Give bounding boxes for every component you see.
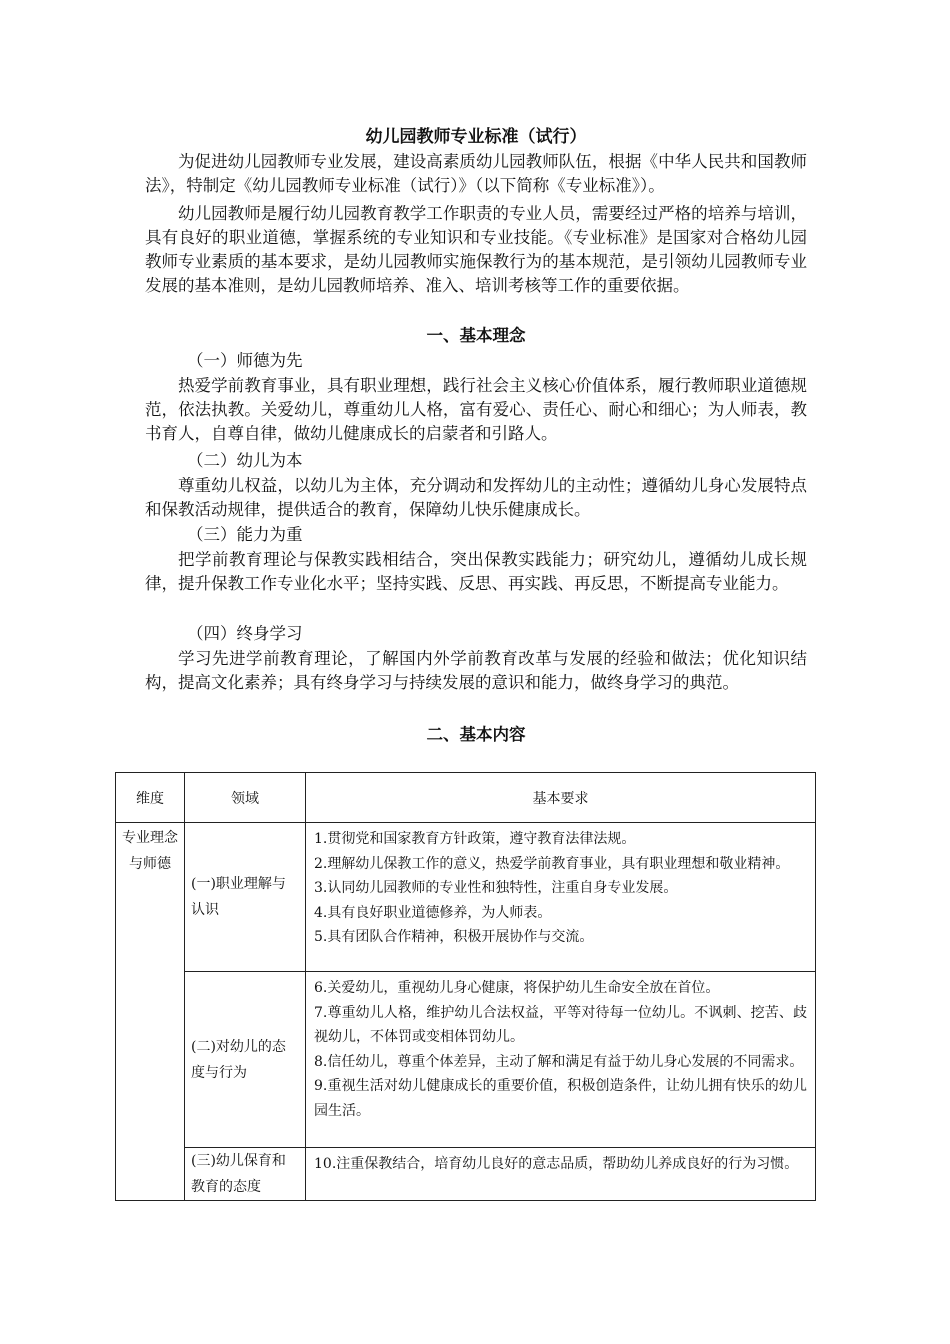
requirement-item: 8.信任幼儿，尊重个体差异，主动了解和满足有益于幼儿身心发展的不同需求。	[314, 1053, 804, 1070]
header-domain: 领域	[185, 773, 306, 823]
header-dimension: 维度	[116, 773, 185, 823]
section-heading-basic-content: 二、基本内容	[426, 725, 526, 744]
requirement-item: 10.注重保教结合，培育幼儿良好的意志品质，帮助幼儿养成良好的行为习惯。	[314, 1156, 799, 1172]
header-requirements: 基本要求	[306, 773, 816, 823]
principle-text-ethics: 热爱学前教育事业，具有职业理想，践行社会主义核心价值体系，履行教师职业道德规范，依法执教。关爱幼儿，尊重幼儿人格，富有爱心、责任心、耐心和细心；为人师表，教书育人，自尊自律，做幼儿健康成长的启蒙者和引路人。	[145, 376, 807, 443]
table-header-row	[116, 773, 816, 823]
domain-cell-attitude-to-children: (二)对幼儿的态度与行为	[185, 972, 306, 1148]
document-title: 幼儿园教师专业标准（试行）	[365, 127, 587, 147]
requirements-cell-1	[306, 823, 816, 972]
requirement-item: 5.具有团队合作精神，积极开展协作与交流。	[314, 929, 594, 945]
standards-table	[115, 772, 816, 1201]
requirement-item: 4.具有良好职业道德修养，为人师表。	[314, 904, 552, 921]
requirement-item: 2.理解幼儿保教工作的意义，热爱学前教育事业，具有职业理想和敬业精神。	[314, 855, 790, 872]
requirement-item: 1.贯彻党和国家教育方针政策，遵守教育法律法规。	[314, 831, 636, 847]
principle-label-ability: （三）能力为重	[187, 525, 303, 544]
principle-label-ethics: （一）师德为先	[187, 351, 303, 370]
principle-text-lifelong-learning: 学习先进学前教育理论，了解国内外学前教育改革与发展的经验和做法；优化知识结构，提高文化素养；具有终身学习与持续发展的意识和能力，做终身学习的典范。	[145, 649, 807, 692]
requirements-cell-3	[306, 1148, 816, 1201]
principle-label-lifelong-learning: （四）终身学习	[187, 624, 303, 643]
table-row	[116, 1148, 816, 1201]
intro-paragraph-1: 为促进幼儿园教师专业发展，建设高素质幼儿园教师队伍，根据《中华人民共和国教师法》，特制定《幼儿园教师专业标准（试行）》（以下简称《专业标准》）。	[145, 152, 807, 195]
principle-text-child-centered: 尊重幼儿权益，以幼儿为主体，充分调动和发挥幼儿的主动性；遵循幼儿身心发展特点和保教活动规律，提供适合的教育，保障幼儿快乐健康成长。	[145, 476, 807, 519]
principle-text-ability: 把学前教育理论与保教实践相结合，突出保教实践能力；研究幼儿，遵循幼儿成长规律，提升保教工作专业化水平；坚持实践、反思、再实践、再反思，不断提高专业能力。	[145, 550, 807, 593]
requirements-cell-2	[306, 972, 816, 1148]
intro-paragraph-2: 幼儿园教师是履行幼儿园教育教学工作职责的专业人员，需要经过严格的培养与培训，具有良好的职业道德，掌握系统的专业知识和专业技能。《专业标准》是国家对合格幼儿园教师专业素质的基本要求，是幼儿园教师实施保教行为的基本规范，是引领幼儿园教师专业发展的基本准则，是幼儿园教师培养、准入、培训考核等工作的重要依据。	[145, 204, 807, 295]
requirement-item: 9.重视生活对幼儿健康成长的重要价值，积极创造条件，让幼儿拥有快乐的幼儿园生活。	[314, 1078, 807, 1119]
table-row	[116, 823, 816, 972]
section-heading-basic-principles: 一、基本理念	[426, 326, 526, 345]
domain-cell-professional-understanding: (一)职业理解与认识	[185, 823, 306, 972]
domain-cell-care-and-education: (三)幼儿保育和教育的态度	[185, 1148, 306, 1201]
requirement-item: 3.认同幼儿园教师的专业性和独特性，注重自身专业发展。	[314, 880, 678, 896]
requirement-item: 6.关爱幼儿，重视幼儿身心健康，将保护幼儿生命安全放在首位。	[314, 980, 720, 996]
principle-label-child-centered: （二）幼儿为本	[187, 451, 303, 470]
table-row	[116, 972, 816, 1148]
requirement-item: 7.尊重幼儿人格，维护幼儿合法权益，平等对待每一位幼儿。不讽刺、挖苦、歧视幼儿，不体罚或变相体罚幼儿。	[314, 1004, 807, 1045]
dimension-cell: 专业理念与师德	[116, 823, 185, 1201]
